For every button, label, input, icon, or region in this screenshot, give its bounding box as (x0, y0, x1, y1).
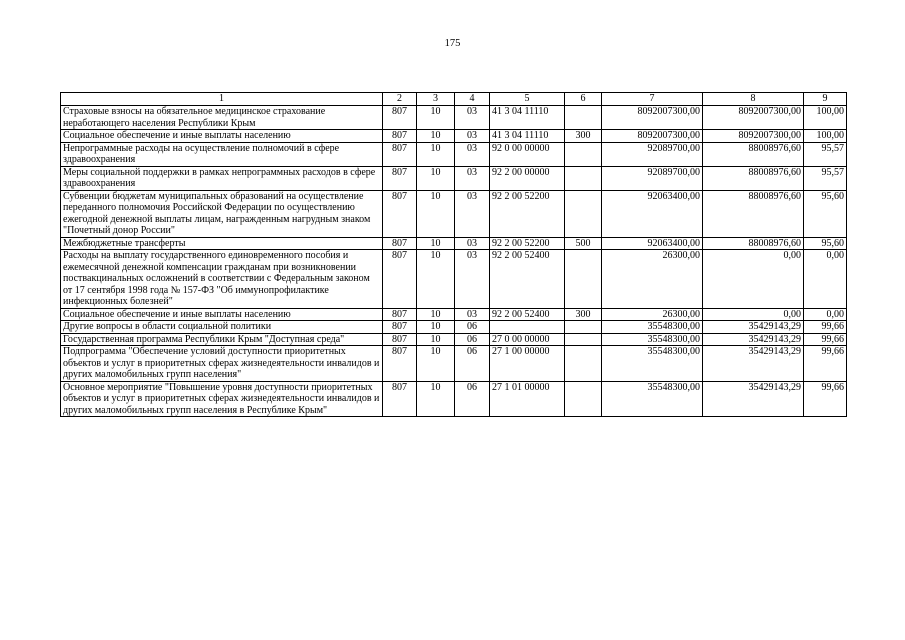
cell-subsection: 03 (455, 250, 490, 309)
cell-chapter: 807 (383, 106, 417, 130)
cell-percent: 100,00 (804, 106, 847, 130)
header-row (61, 93, 847, 106)
cell-planned: 92089700,00 (602, 166, 703, 190)
cell-chapter: 807 (383, 333, 417, 346)
row-name: Страховые взносы на обязательное медицинское страхование неработающего населения Республики Крым (61, 106, 383, 130)
cell-planned: 92063400,00 (602, 190, 703, 237)
cell-expense-type (565, 250, 602, 309)
cell-target-code (490, 321, 565, 334)
budget-table (60, 92, 847, 417)
cell-executed: 0,00 (703, 308, 804, 321)
cell-target-code: 41 3 04 11110 (490, 106, 565, 130)
cell-target-code: 27 1 00 00000 (490, 346, 565, 382)
cell-executed: 88008976,60 (703, 166, 804, 190)
cell-chapter: 807 (383, 308, 417, 321)
table-row (61, 237, 847, 250)
row-name: Расходы на выплату государственного единовременного пособия и ежемесячной денежной компенсации гражданам при возникновении поствакцинальных осложнений в соответствии с Федеральным законом от 17 сентября 1998 года № 157-ФЗ "Об иммунопрофилактике инфекционных болезней" (61, 250, 383, 309)
cell-expense-type: 300 (565, 130, 602, 143)
cell-planned: 92063400,00 (602, 237, 703, 250)
cell-executed: 35429143,29 (703, 346, 804, 382)
cell-planned: 26300,00 (602, 308, 703, 321)
cell-percent: 99,66 (804, 346, 847, 382)
cell-target-code: 27 0 00 00000 (490, 333, 565, 346)
cell-executed: 35429143,29 (703, 381, 804, 417)
table-row (61, 166, 847, 190)
table-row (61, 333, 847, 346)
cell-planned: 35548300,00 (602, 321, 703, 334)
cell-chapter: 807 (383, 250, 417, 309)
cell-chapter: 807 (383, 346, 417, 382)
row-name: Социальное обеспечение и иные выплаты населению (61, 130, 383, 143)
cell-target-code: 92 0 00 00000 (490, 142, 565, 166)
cell-planned: 26300,00 (602, 250, 703, 309)
row-name: Другие вопросы в области социальной политики (61, 321, 383, 334)
cell-section: 10 (417, 166, 455, 190)
col-header: 2 (383, 93, 417, 106)
row-name: Меры социальной поддержки в рамках непрограммных расходов в сфере здравоохранения (61, 166, 383, 190)
cell-expense-type (565, 106, 602, 130)
cell-target-code: 92 2 00 52400 (490, 308, 565, 321)
cell-target-code: 92 2 00 00000 (490, 166, 565, 190)
col-header: 1 (61, 93, 383, 106)
cell-expense-type (565, 142, 602, 166)
cell-expense-type (565, 190, 602, 237)
page-number: 175 (444, 38, 461, 49)
table-row (61, 190, 847, 237)
cell-chapter: 807 (383, 321, 417, 334)
cell-section: 10 (417, 142, 455, 166)
row-name: Субвенции бюджетам муниципальных образований на осуществление переданного полномочия Российской Федерации по осуществлению ежегодной денежной выплаты лицам, награжденным нагрудным знаком "Почетный донор России" (61, 190, 383, 237)
cell-executed: 88008976,60 (703, 237, 804, 250)
cell-chapter: 807 (383, 237, 417, 250)
col-header: 5 (490, 93, 565, 106)
table-row (61, 381, 847, 417)
row-name: Непрограммные расходы на осуществление полномочий в сфере здравоохранения (61, 142, 383, 166)
cell-percent: 95,60 (804, 190, 847, 237)
row-name: Государственная программа Республики Крым "Доступная среда" (61, 333, 383, 346)
cell-section: 10 (417, 190, 455, 237)
table-row (61, 321, 847, 334)
cell-subsection: 03 (455, 166, 490, 190)
cell-target-code: 92 2 00 52200 (490, 237, 565, 250)
cell-section: 10 (417, 130, 455, 143)
table-row (61, 130, 847, 143)
cell-chapter: 807 (383, 166, 417, 190)
table-row (61, 250, 847, 309)
cell-section: 10 (417, 106, 455, 130)
cell-section: 10 (417, 308, 455, 321)
cell-section: 10 (417, 237, 455, 250)
cell-expense-type (565, 333, 602, 346)
cell-expense-type (565, 381, 602, 417)
cell-planned: 35548300,00 (602, 346, 703, 382)
cell-subsection: 06 (455, 333, 490, 346)
cell-percent: 0,00 (804, 308, 847, 321)
row-name: Подпрограмма "Обеспечение условий доступности приоритетных объектов и услуг в приоритетных сферах жизнедеятельности инвалидов и других маломобильных групп населения" (61, 346, 383, 382)
cell-executed: 35429143,29 (703, 333, 804, 346)
table-row (61, 308, 847, 321)
row-name: Основное мероприятие "Повышение уровня доступности приоритетных объектов и услуг в приоритетных сферах жизнедеятельности инвалидов и других маломобильных групп населения в Республике Крым" (61, 381, 383, 417)
cell-expense-type: 500 (565, 237, 602, 250)
cell-chapter: 807 (383, 381, 417, 417)
cell-expense-type (565, 166, 602, 190)
row-name: Межбюджетные трансферты (61, 237, 383, 250)
cell-percent: 95,57 (804, 142, 847, 166)
table-row (61, 106, 847, 130)
cell-executed: 0,00 (703, 250, 804, 309)
cell-planned: 92089700,00 (602, 142, 703, 166)
cell-subsection: 03 (455, 190, 490, 237)
col-header: 7 (602, 93, 703, 106)
cell-subsection: 06 (455, 321, 490, 334)
cell-planned: 35548300,00 (602, 381, 703, 417)
cell-subsection: 06 (455, 381, 490, 417)
cell-section: 10 (417, 321, 455, 334)
cell-target-code: 92 2 00 52400 (490, 250, 565, 309)
col-header: 6 (565, 93, 602, 106)
cell-percent: 95,60 (804, 237, 847, 250)
cell-percent: 95,57 (804, 166, 847, 190)
cell-planned: 8092007300,00 (602, 130, 703, 143)
row-name: Социальное обеспечение и иные выплаты населению (61, 308, 383, 321)
cell-subsection: 03 (455, 130, 490, 143)
col-header: 4 (455, 93, 490, 106)
cell-chapter: 807 (383, 190, 417, 237)
col-header: 9 (804, 93, 847, 106)
cell-subsection: 03 (455, 237, 490, 250)
cell-planned: 35548300,00 (602, 333, 703, 346)
cell-expense-type: 300 (565, 308, 602, 321)
cell-percent: 99,66 (804, 333, 847, 346)
cell-percent: 99,66 (804, 381, 847, 417)
cell-target-code: 92 2 00 52200 (490, 190, 565, 237)
cell-section: 10 (417, 333, 455, 346)
cell-section: 10 (417, 346, 455, 382)
cell-percent: 99,66 (804, 321, 847, 334)
table-row (61, 346, 847, 382)
cell-percent: 0,00 (804, 250, 847, 309)
cell-section: 10 (417, 250, 455, 309)
col-header: 8 (703, 93, 804, 106)
cell-executed: 35429143,29 (703, 321, 804, 334)
cell-executed: 88008976,60 (703, 190, 804, 237)
table-row (61, 142, 847, 166)
cell-expense-type (565, 346, 602, 382)
cell-planned: 8092007300,00 (602, 106, 703, 130)
cell-subsection: 03 (455, 308, 490, 321)
col-header: 3 (417, 93, 455, 106)
cell-percent: 100,00 (804, 130, 847, 143)
cell-chapter: 807 (383, 142, 417, 166)
cell-target-code: 27 1 01 00000 (490, 381, 565, 417)
cell-section: 10 (417, 381, 455, 417)
cell-chapter: 807 (383, 130, 417, 143)
cell-executed: 88008976,60 (703, 142, 804, 166)
cell-target-code: 41 3 04 11110 (490, 130, 565, 143)
cell-executed: 8092007300,00 (703, 130, 804, 143)
cell-executed: 8092007300,00 (703, 106, 804, 130)
cell-expense-type (565, 321, 602, 334)
cell-subsection: 03 (455, 142, 490, 166)
cell-subsection: 03 (455, 106, 490, 130)
cell-subsection: 06 (455, 346, 490, 382)
